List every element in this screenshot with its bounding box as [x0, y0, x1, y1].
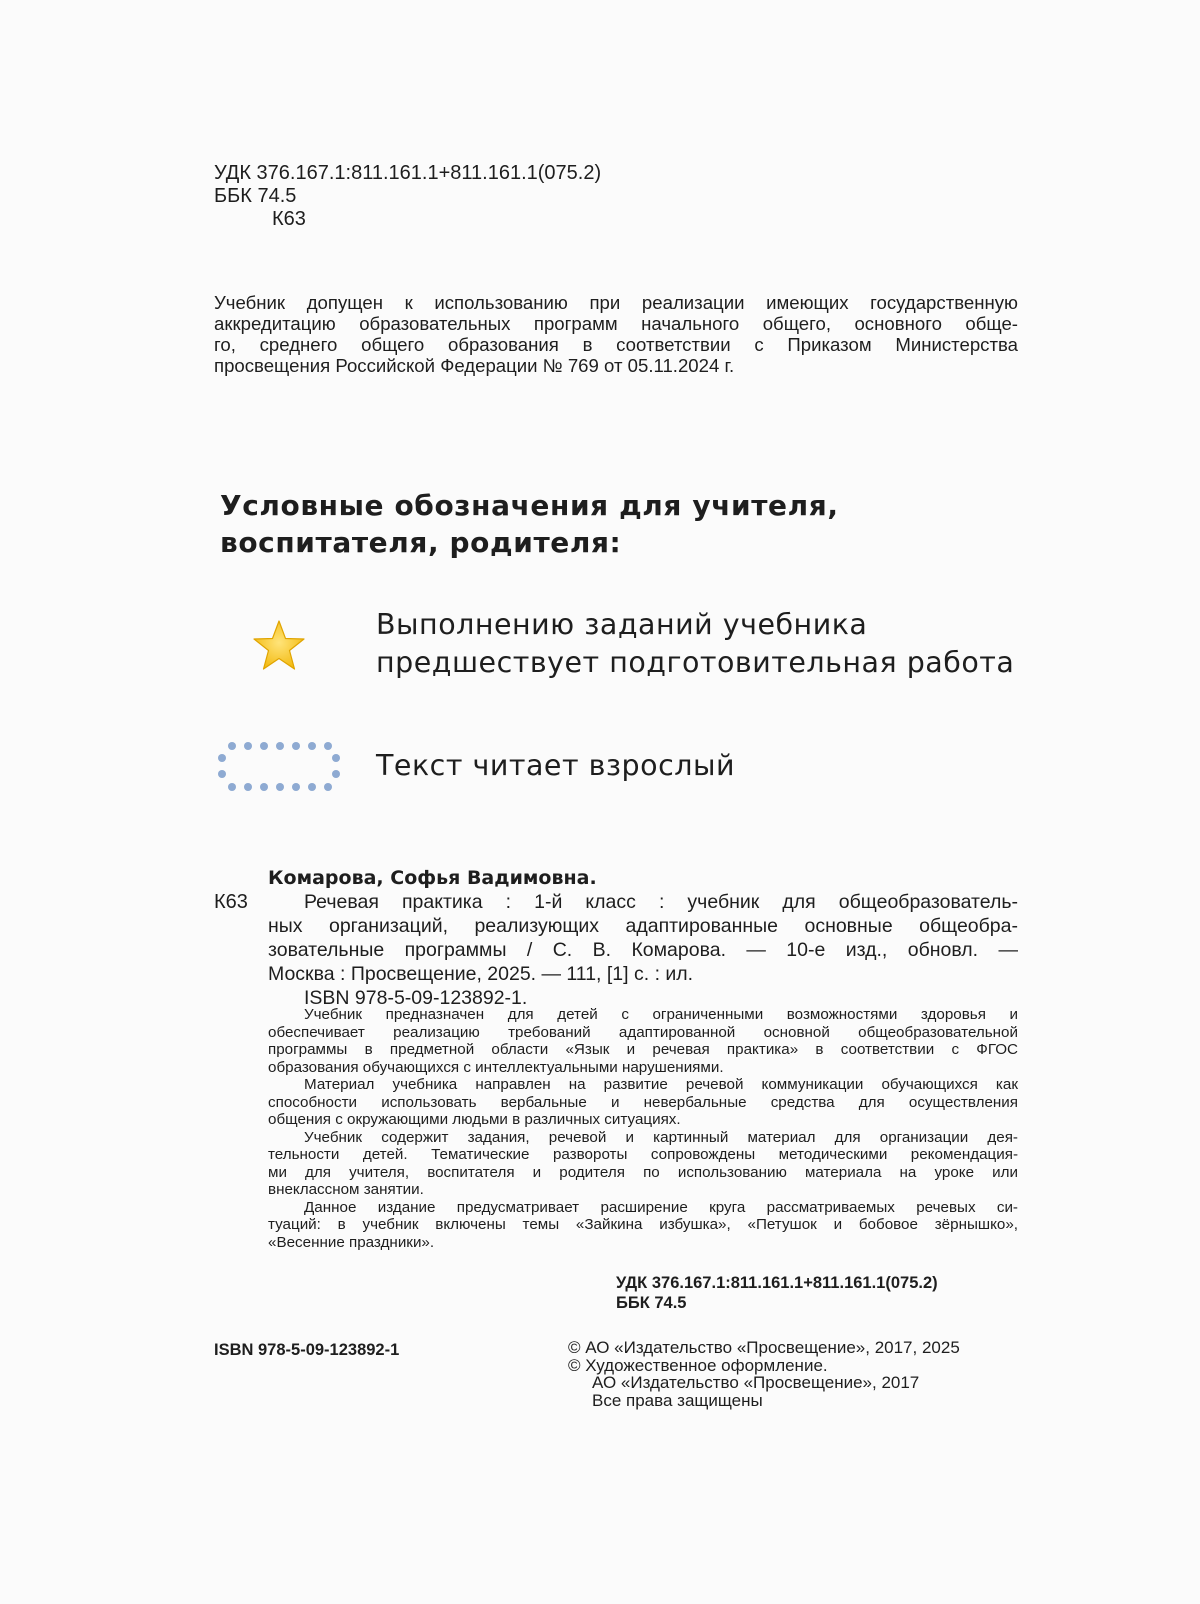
- legend-star-description: [376, 606, 1014, 682]
- approval-line: аккредитацию образовательных программ начального общего, основного обще-: [214, 313, 1018, 334]
- biblio-line: Москва : Просвещение, 2025. — 111, [1] с. : ил.: [268, 963, 694, 985]
- legend-title: [220, 487, 839, 561]
- bibliographic-description: [268, 890, 1018, 1010]
- copyright-line: АО «Издательство «Просвещение», 2017: [592, 1373, 920, 1392]
- biblio-line: зовательные программы / С. В. Комарова. — 10-е изд., обновл. —: [268, 939, 1018, 961]
- annotation-line: «Весенние праздники».: [268, 1233, 435, 1251]
- annotation-line: способности использовать вербальные и невербальные средства для осуществления: [268, 1093, 1018, 1111]
- card-code: К63: [214, 891, 248, 913]
- card-classification: [616, 1273, 938, 1313]
- copyright: [568, 1339, 960, 1409]
- biblio-line: ных организаций, реализующих адаптированные основные общеобра-: [268, 915, 1018, 937]
- copyright-line: Все права защищены: [592, 1390, 763, 1410]
- annotation: [268, 1006, 1018, 1251]
- biblio-isbn: ISBN 978-5-09-123892-1.: [304, 987, 528, 1009]
- annotation-line: туаций: в учебник включены темы «Зайкина избушка», «Петушок и бобовое зёрнышко»,: [268, 1216, 1018, 1233]
- approval-line: просвещения Российской Федерации № 769 от 05.11.2024 г.: [214, 355, 735, 376]
- biblio-line: Речевая практика : 1-й класс : учебник для общеобразователь-: [304, 891, 1018, 913]
- approval-line: Учебник допущен к использованию при реализации имеющих государственную: [214, 292, 1018, 313]
- card-bbk: ББК 74.5: [616, 1294, 687, 1312]
- dotted-frame-icon: [218, 736, 342, 796]
- author-mark: К63: [272, 208, 306, 230]
- annotation-line: Учебник предназначен для детей с ограниченными возможностями здоровья и: [304, 1006, 1018, 1023]
- annotation-line: тельности детей. Тематические развороты сопровождены методическими рекомендация-: [268, 1146, 1018, 1163]
- annotation-line: Данное издание предусматривает расширение круга рассматриваемых речевых си-: [304, 1198, 1018, 1216]
- card-udk: УДК 376.167.1:811.161.1+811.161.1(075.2): [616, 1274, 938, 1292]
- bbk-code: ББК 74.5: [214, 185, 297, 207]
- annotation-line: общения с окружающими людьми в различных ситуациях.: [268, 1111, 681, 1128]
- approval-line: го, среднего общего образования в соответствии с Приказом Министерства: [214, 334, 1018, 355]
- star-icon: [252, 619, 306, 673]
- legend-title-line: воспитателя, родителя:: [220, 526, 622, 559]
- star-shape: [254, 621, 304, 669]
- copyright-line: © Художественное оформление.: [568, 1355, 828, 1375]
- legend-star-line: Выполнению заданий учебника: [376, 608, 868, 641]
- annotation-line: Материал учебника направлен на развитие речевой коммуникации обучающихся как: [304, 1076, 1018, 1093]
- catalog-codes: [214, 162, 601, 231]
- annotation-line: программы в предметной области «Язык и речевая практика» в соответствии с ФГОС: [268, 1041, 1018, 1058]
- annotation-line: внеклассном занятии.: [268, 1181, 424, 1198]
- legend-dots-description: Текст читает взрослый: [376, 749, 735, 782]
- udk-code: УДК 376.167.1:811.161.1+811.161.1(075.2): [214, 162, 602, 184]
- legend-title-line: Условные обозначения для учителя,: [220, 489, 839, 522]
- approval-notice: [214, 292, 1018, 376]
- annotation-line: Учебник содержит задания, речевой и картинный материал для организации дея-: [304, 1128, 1018, 1146]
- copyright-line: © АО «Издательство «Просвещение», 2017, 2025: [568, 1338, 960, 1357]
- legend-star-line: предшествует подготовительная работа: [376, 646, 1015, 679]
- card-author: Комарова, Софья Вадимовна.: [268, 867, 597, 889]
- isbn: ISBN 978-5-09-123892-1: [214, 1341, 400, 1359]
- dots-group: [218, 742, 340, 791]
- annotation-line: образования обучающихся с интеллектуальными нарушениями.: [268, 1058, 724, 1076]
- annotation-line: ми для учителя, воспитателя и родителя по использованию материала на уроке или: [268, 1163, 1018, 1181]
- annotation-line: обеспечивает реализацию требований адаптированной основной общеобразовательной: [268, 1023, 1018, 1041]
